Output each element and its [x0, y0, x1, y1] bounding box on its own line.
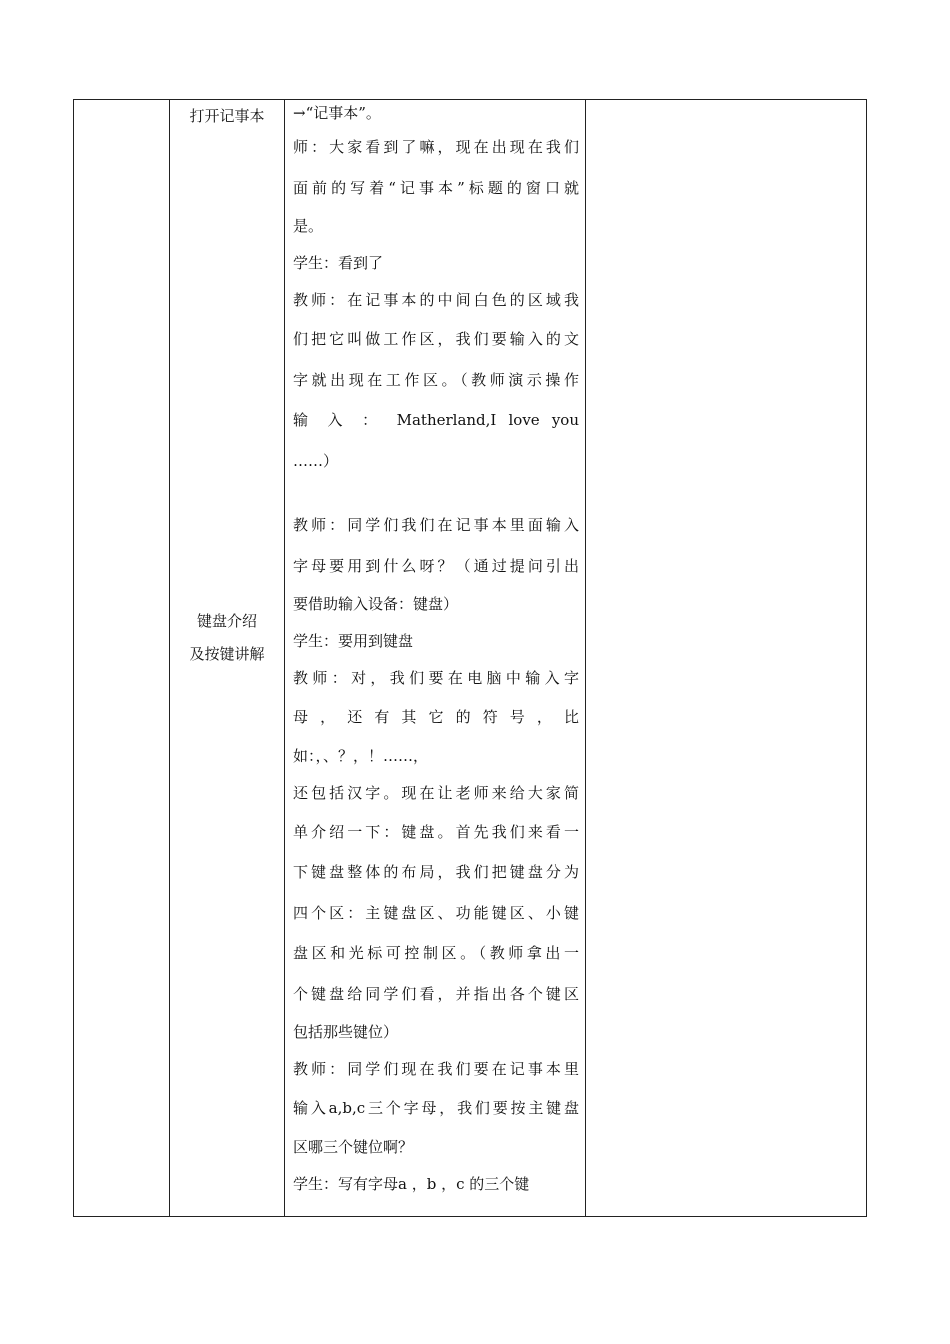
content-line: 区哪三个键位啊？ — [293, 1137, 414, 1156]
content-line: 四个区：主键盘区、功能键区、小键 — [293, 903, 579, 922]
content-line: 学生：要用到键盘 — [293, 632, 414, 650]
content-line: 们把它叫做工作区，我们要输入的文 — [293, 330, 579, 348]
content-line: 是。 — [293, 217, 324, 235]
content-line: 师：大家看到了嘛，现在出现在我们 — [293, 138, 579, 156]
topic-keyboard-intro — [170, 605, 284, 671]
content-line: 教师：同学们现在我们要在记事本里 — [293, 1060, 579, 1078]
content-line: 包括那些键位） — [293, 1023, 399, 1041]
content-line: 学生：看到了 — [293, 254, 384, 272]
content-line: 母 ， 还 有 其 它 的 符 号 ， 比 — [293, 708, 579, 726]
paragraph-gap — [293, 481, 579, 505]
content-line: 学生：写有字母a ，b ，c 的三个键 — [293, 1174, 530, 1193]
content-line: 输入a,b,c三个字母，我们要按主键盘 — [293, 1099, 579, 1117]
content-line: 面前的写着“记事本”标题的窗口就 — [293, 178, 579, 197]
content-line: 如：，、？，！……， — [293, 746, 429, 765]
content-line: 字母要用到什么呀？（通过提问引出 — [293, 556, 579, 575]
content-line: 下键盘整体的布局，我们把键盘分为 — [293, 863, 579, 881]
content-line: 单介绍一下：键盘。首先我们来看一 — [293, 822, 579, 841]
content-line: ……） — [293, 451, 339, 470]
content-line: 要借助输入设备：键盘） — [293, 595, 459, 613]
content-line: 个键盘给同学们看，并指出各个键区 — [293, 984, 579, 1003]
content-line: 输 入 ： Matherland,I love you — [293, 411, 579, 429]
lesson-table — [73, 99, 867, 1217]
content-line: 教师：在记事本的中间白色的区域我 — [293, 291, 579, 309]
topic-open-notepad: 打开记事本 — [189, 107, 265, 125]
column-divider-3 — [585, 100, 586, 1216]
content-line: 教师：对，我们要在电脑中输入字 — [293, 669, 579, 687]
topic-keyboard-intro-line2: 及按键讲解 — [189, 645, 265, 663]
content-line: 教师：同学们我们在记事本里面输入 — [293, 516, 579, 534]
column-divider-2 — [284, 100, 285, 1216]
content-line: 盘区和光标可控制区。（教师拿出一 — [293, 944, 579, 962]
lesson-content — [293, 100, 579, 1203]
content-line: 还包括汉字。现在让老师来给大家简 — [293, 783, 579, 802]
content-line: 字就出现在工作区。（教师演示操作 — [293, 370, 579, 389]
content-line: →“记事本”。 — [293, 104, 381, 122]
topic-keyboard-intro-line1: 键盘介绍 — [196, 612, 257, 630]
